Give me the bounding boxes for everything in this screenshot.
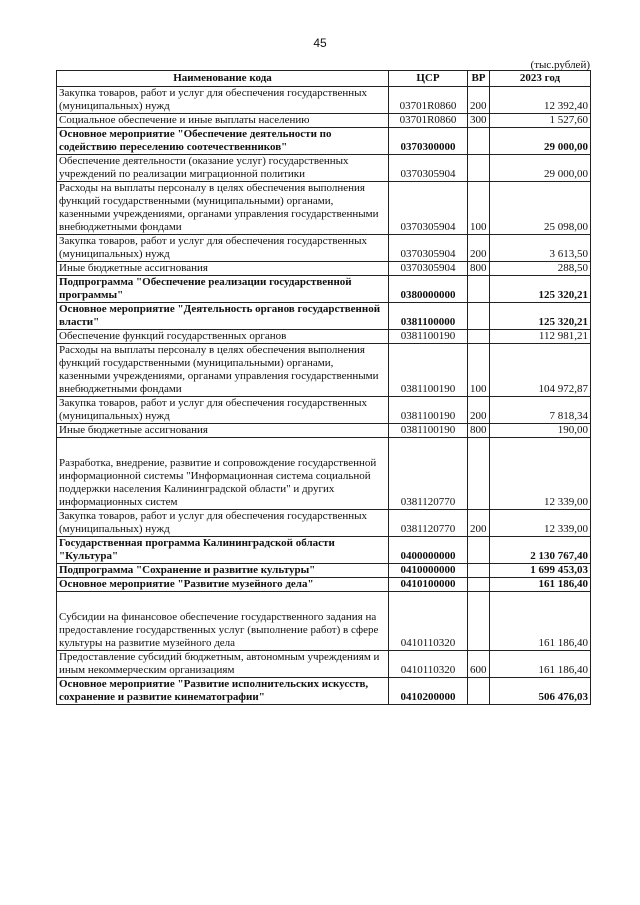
row-amount: 190,00: [490, 424, 591, 438]
row-vr: 100: [468, 344, 490, 397]
row-csr: 0400000000: [389, 537, 468, 564]
row-name: Закупка товаров, работ и услуг для обеспечения государственных (муниципальных) нужд: [57, 397, 389, 424]
row-vr: [468, 678, 490, 705]
row-csr: 03701R0860: [389, 87, 468, 114]
table-row: [57, 564, 591, 578]
table-row: [57, 424, 591, 438]
row-csr: 0381120770: [389, 438, 468, 510]
row-vr: 800: [468, 262, 490, 276]
row-amount: 506 476,03: [490, 678, 591, 705]
row-vr: 100: [468, 182, 490, 235]
header-vr: ВР: [468, 71, 490, 87]
row-amount: 125 320,21: [490, 303, 591, 330]
row-csr: 0381120770: [389, 510, 468, 537]
row-vr: [468, 155, 490, 182]
row-name: Основное мероприятие "Развитие исполнительских искусств, сохранение и развитие кинематографии": [57, 678, 389, 705]
table-row: [57, 155, 591, 182]
table-row: [57, 651, 591, 678]
row-amount: 7 818,34: [490, 397, 591, 424]
row-amount: 29 000,00: [490, 155, 591, 182]
row-amount: 12 339,00: [490, 438, 591, 510]
table-row: [57, 262, 591, 276]
row-vr: [468, 438, 490, 510]
table-row: [57, 438, 591, 510]
row-name: Основное мероприятие "Деятельность органов государственной власти": [57, 303, 389, 330]
row-csr: 0410100000: [389, 578, 468, 592]
row-vr: [468, 330, 490, 344]
table-row: [57, 114, 591, 128]
row-amount: 1 699 453,03: [490, 564, 591, 578]
row-name: Закупка товаров, работ и услуг для обеспечения государственных (муниципальных) нужд: [57, 235, 389, 262]
row-name: Расходы на выплаты персоналу в целях обеспечения выполнения функций государственными (муниципальными) органами, казенными учреждениями, органами управления государственными внебюджетными фондами: [57, 344, 389, 397]
row-name: Подпрограмма "Обеспечение реализации государственной программы": [57, 276, 389, 303]
table-body: [57, 87, 591, 705]
table-row: [57, 303, 591, 330]
row-name: Основное мероприятие "Развитие музейного дела": [57, 578, 389, 592]
table-row: [57, 578, 591, 592]
row-name: Социальное обеспечение и иные выплаты населению: [57, 114, 389, 128]
table-row: [57, 87, 591, 114]
row-name: Обеспечение функций государственных органов: [57, 330, 389, 344]
row-name: Иные бюджетные ассигнования: [57, 262, 389, 276]
row-vr: [468, 578, 490, 592]
page-number: 45: [313, 36, 327, 50]
row-csr: 03701R0860: [389, 114, 468, 128]
row-name: Закупка товаров, работ и услуг для обеспечения государственных (муниципальных) нужд: [57, 510, 389, 537]
row-amount: 161 186,40: [490, 578, 591, 592]
row-csr: 0370305904: [389, 262, 468, 276]
row-csr: 0370300000: [389, 128, 468, 155]
row-csr: 0381100190: [389, 330, 468, 344]
table-row: [57, 537, 591, 564]
row-name: Субсидии на финансовое обеспечение государственного задания на предоставление государственных услуг (выполнение работ) в сфере культуры на развитие музейного дела: [57, 592, 389, 651]
row-amount: 2 130 767,40: [490, 537, 591, 564]
row-csr: 0380000000: [389, 276, 468, 303]
row-csr: 0370305904: [389, 155, 468, 182]
row-amount: 161 186,40: [490, 651, 591, 678]
row-amount: 288,50: [490, 262, 591, 276]
row-name: Обеспечение деятельности (оказание услуг) государственных учреждений по реализации миграционной политики: [57, 155, 389, 182]
row-name: Иные бюджетные ассигнования: [57, 424, 389, 438]
row-name: Закупка товаров, работ и услуг для обеспечения государственных (муниципальных) нужд: [57, 87, 389, 114]
row-csr: 0381100190: [389, 344, 468, 397]
row-amount: 29 000,00: [490, 128, 591, 155]
row-csr: 0381100190: [389, 397, 468, 424]
row-csr: 0410200000: [389, 678, 468, 705]
row-vr: 800: [468, 424, 490, 438]
row-csr: 0370305904: [389, 235, 468, 262]
row-name: Государственная программа Калининградской области "Культура": [57, 537, 389, 564]
header-name: Наименование кода: [57, 71, 389, 87]
row-amount: 3 613,50: [490, 235, 591, 262]
row-csr: 0410110320: [389, 651, 468, 678]
row-vr: [468, 564, 490, 578]
table-row: [57, 182, 591, 235]
budget-table: [56, 70, 591, 705]
row-csr: 0381100000: [389, 303, 468, 330]
row-amount: 112 981,21: [490, 330, 591, 344]
table-row: [57, 235, 591, 262]
row-vr: 200: [468, 235, 490, 262]
table-row: [57, 510, 591, 537]
table-row: [57, 128, 591, 155]
row-vr: [468, 276, 490, 303]
row-amount: 12 392,40: [490, 87, 591, 114]
table-header-row: [57, 71, 591, 87]
row-amount: 104 972,87: [490, 344, 591, 397]
row-name: Предоставление субсидий бюджетным, автономным учреждениям и иным некоммерческим организациям: [57, 651, 389, 678]
row-csr: 0410110320: [389, 592, 468, 651]
row-vr: 200: [468, 510, 490, 537]
row-name: Разработка, внедрение, развитие и сопровождение государственной информационной системы "Информационная система социальной поддержки населения Калининградской области" и других информационных систем: [57, 438, 389, 510]
row-vr: 200: [468, 87, 490, 114]
row-name: Расходы на выплаты персоналу в целях обеспечения выполнения функций государственными (муниципальными) органами, казенными учреждениями, органами управления государственными внебюджетными фондами: [57, 182, 389, 235]
units-label: (тыс.рублей): [530, 59, 590, 71]
row-csr: 0370305904: [389, 182, 468, 235]
row-vr: [468, 537, 490, 564]
row-vr: 600: [468, 651, 490, 678]
row-csr: 0410000000: [389, 564, 468, 578]
header-csr: ЦСР: [389, 71, 468, 87]
row-vr: 200: [468, 397, 490, 424]
header-amount: 2023 год: [490, 71, 591, 87]
row-amount: 161 186,40: [490, 592, 591, 651]
row-amount: 25 098,00: [490, 182, 591, 235]
row-name: Подпрограмма "Сохранение и развитие культуры": [57, 564, 389, 578]
table-row: [57, 330, 591, 344]
row-amount: 12 339,00: [490, 510, 591, 537]
row-vr: 300: [468, 114, 490, 128]
row-amount: 1 527,60: [490, 114, 591, 128]
table-row: [57, 344, 591, 397]
row-name: Основное мероприятие "Обеспечение деятельности по содействию переселению соотечественников": [57, 128, 389, 155]
table-row: [57, 678, 591, 705]
table-row: [57, 397, 591, 424]
table-row: [57, 276, 591, 303]
row-vr: [468, 303, 490, 330]
row-amount: 125 320,21: [490, 276, 591, 303]
row-csr: 0381100190: [389, 424, 468, 438]
table-row: [57, 592, 591, 651]
row-vr: [468, 592, 490, 651]
row-vr: [468, 128, 490, 155]
